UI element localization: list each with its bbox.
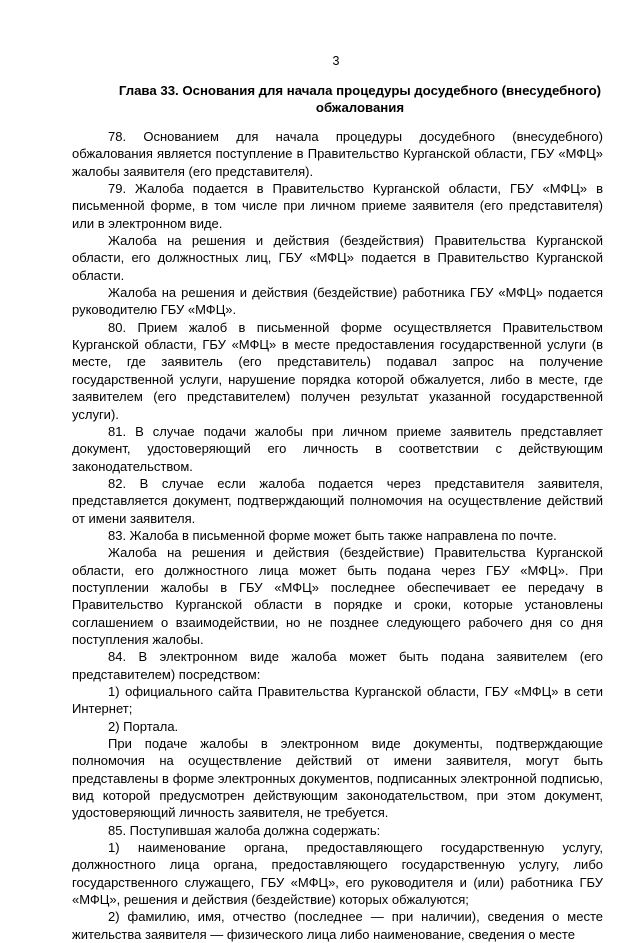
chapter-heading: Глава 33. Основания для начала процедуры досудебного (внесудебного) обжалования <box>118 83 602 115</box>
paragraph-81: 81. В случае подачи жалобы при личном приеме заявитель представляет документ, удостоверяющий его личность в соответствии с действующим законодательством. <box>72 423 603 474</box>
paragraph-84-item-1: 1) официального сайта Правительства Курганской области, ГБУ «МФЦ» в сети Интернет; <box>72 684 603 717</box>
paragraph-84: 84. В электронном виде жалоба может быть подана заявителем (его представителем) посредством: <box>72 649 603 682</box>
paragraph-79: 79. Жалоба подается в Правительство Курганской области, ГБУ «МФЦ» в письменной форме, в том числе при личном приеме заявителя (его представителя) или в электронном виде. <box>72 181 603 231</box>
paragraph-79-government: Жалоба на решения и действия (бездействия) Правительства Курганской области, его должностных лиц, ГБУ «МФЦ» подается в Правительство Курганской области. <box>72 233 603 283</box>
page-number: 3 <box>332 54 340 68</box>
paragraph-82: 82. В случае если жалоба подается через представителя заявителя, представляется документ, подтверждающий полномочия на осуществление действий от имени заявителя. <box>72 475 603 526</box>
paragraph-84-item-2: 2) Портала. <box>108 718 179 734</box>
paragraph-85-item-1: 1) наименование органа, предоставляющего государственную услугу, должностного лица органа, предоставляющего государственную услугу, либо государственного служащего, ГБУ «МФЦ», его руководителя и (или) работника ГБУ «МФЦ», решения и действия (бездействие) которых обжалуются; <box>72 840 603 908</box>
paragraph-79-mfc: Жалоба на решения и действия (бездействие) работника ГБУ «МФЦ» подается руководителю ГБУ «МФЦ». <box>72 285 603 318</box>
paragraph-85: 85. Поступившая жалоба должна содержать: <box>108 822 381 838</box>
document-body <box>72 128 603 943</box>
paragraph-84-electronic-docs: При подаче жалобы в электронном виде документы, подтверждающие полномочия на осуществление действий от имени заявителя, могут быть представлены в форме электронных документов, подписанных электронной подписью, вид которой предусмотрен действующим законодательством, при этом документ, удостоверяющий личность заявителя, не требуется. <box>72 736 603 821</box>
paragraph-83-mfc-transfer: Жалоба на решения и действия (бездействие) Правительства Курганской области, его должностного лица может быть подана через ГБУ «МФЦ». При поступлении жалобы в ГБУ «МФЦ» последнее обеспечивает ее передачу в Правительство Курганской области в порядке и сроки, которые установлены соглашением о взаимодействии, но не позднее следующего рабочего дня со дня поступления жалобы. <box>72 545 603 647</box>
paragraph-85-item-2: 2) фамилию, имя, отчество (последнее — при наличии), сведения о месте жительства заявителя — физического лица либо наименование, сведения о месте <box>72 909 603 942</box>
paragraph-78: 78. Основанием для начала процедуры досудебного (внесудебного) обжалования является поступление в Правительство Курганской области, ГБУ «МФЦ» жалобы заявителя (его представителя). <box>72 129 603 179</box>
paragraph-80: 80. Прием жалоб в письменной форме осуществляется Правительством Курганской области, ГБУ «МФЦ» в месте предоставления государственной услуги (в месте, где заявитель (его представитель) подавал запрос на получение государственной услуги, нарушение порядка которой обжалуется, либо в месте, где заявителем (его представителем) получен результат указанной государственной услуги). <box>72 319 603 422</box>
paragraph-83: 83. Жалоба в письменной форме может быть также направлена по почте. <box>108 527 557 543</box>
